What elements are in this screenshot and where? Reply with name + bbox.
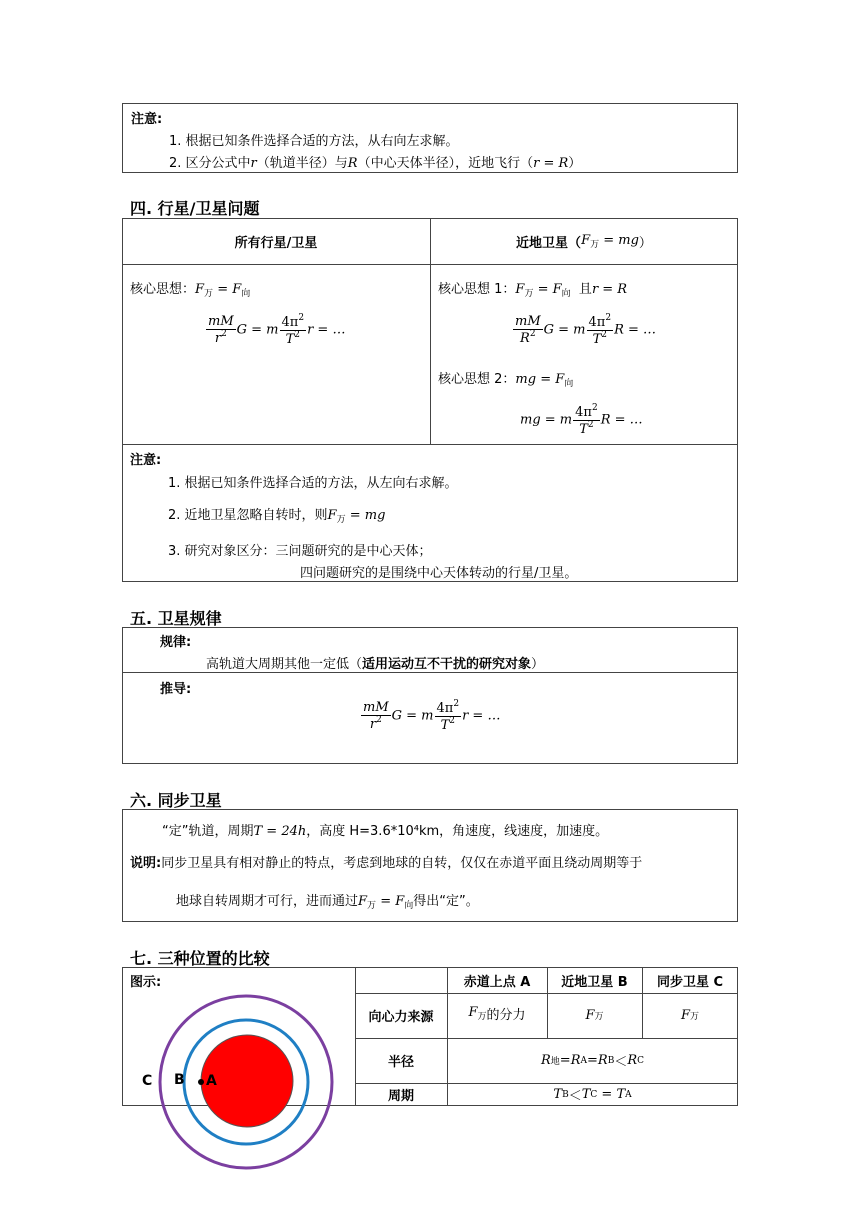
- cell-c-force: F 万: [680, 1008, 700, 1023]
- derivation-title: 推导:: [160, 682, 192, 697]
- note-item-2: 2. 区分公式中r（轨道半径）与R（中心天体半径），近地飞行（r = R）: [169, 156, 582, 171]
- period-relation: T B ＜ T C = T A: [553, 1087, 632, 1104]
- sec4-note-3b: 四问题研究的是围绕中心天体转动的行星/卫星。: [300, 566, 578, 581]
- note-title: 注意:: [131, 112, 163, 127]
- col-header-near-earth: 近地卫星（ $F_万$ = mg ）: [516, 232, 652, 251]
- sync-note-2: 地球自转周期才可行，进而通过$F_万 = F_向$得出“定”。: [176, 894, 479, 911]
- sec4-note-1: 1. 根据已知条件选择合适的方法，从左向右求解。: [168, 476, 458, 491]
- sec4-note-title: 注意:: [130, 453, 162, 468]
- rule-text: 高轨道大周期其他一定低（适用运动互不干扰的研究对象）: [206, 657, 545, 672]
- cell-b-force: F 万: [585, 1008, 604, 1023]
- rule-title: 规律:: [160, 635, 192, 650]
- core-idea-2: 核心思想 2：mg = $F_向$: [438, 372, 574, 389]
- core-idea-all: 核心思想：$F_万 = F_向$: [130, 282, 251, 299]
- formula-all: $\frac{mM}{r^2}$ G = m $\frac{4\pi^2}{T^2}$ r = …: [208, 313, 346, 347]
- col-near-earth-b: 近地卫星 B: [561, 974, 628, 990]
- diagram-label: 图示:: [130, 975, 162, 990]
- section6-heading: 六. 同步卫星: [130, 791, 222, 810]
- sec4-note-3a: 3. 研究对象区分：三问题研究的是中心天体；: [168, 544, 432, 559]
- note-item-1: 1. 根据已知条件选择合适的方法，从右向左求解。: [169, 134, 459, 149]
- section4-heading: 四. 行星/卫星问题: [130, 199, 260, 218]
- row-period: 周期: [387, 1089, 414, 1104]
- cell-a-force: $F_万$ 的分力: [468, 1004, 526, 1023]
- label-c: C: [142, 1073, 153, 1089]
- radius-relation: R 地 = R A = R B ＜ R C: [540, 1053, 645, 1070]
- section3-note-box: [122, 103, 738, 173]
- col-header-all-satellites: 所有行星/卫星: [234, 235, 318, 251]
- label-b: B: [174, 1072, 185, 1088]
- section5-box: [122, 627, 738, 764]
- row-centripetal-source: 向心力来源: [368, 1010, 434, 1025]
- section5-heading: 五. 卫星规律: [130, 609, 222, 628]
- formula-near-2: mg = m $\frac{4\pi^2}{T^2}$ R = …: [520, 403, 643, 437]
- sec4-note-2: 2. 近地卫星忽略自转时，则$F_万$ = mg: [168, 508, 386, 525]
- section7-heading: 七. 三种位置的比较: [130, 949, 270, 968]
- formula-near-1: $\frac{mM}{R^2}$ G = m $\frac{4\pi^2}{T^2}$ R = …: [515, 313, 657, 347]
- label-a: A: [206, 1073, 217, 1089]
- formula-derivation: $\frac{mM}{r^2}$ G = m $\frac{4\pi^2}{T^2}$ r = …: [363, 699, 501, 733]
- core-idea-1: 核心思想 1：$F_万 = F_向$ 且r = R: [438, 282, 628, 299]
- point-a-dot: [198, 1079, 204, 1085]
- sync-line-1: “定”轨道，周期T = 24h，高度 H=3.6*10⁴km，角速度，线速度，加速度。: [162, 824, 609, 839]
- col-equator-a: 赤道上点 A: [463, 974, 531, 990]
- sync-note-1: 说明:同步卫星具有相对静止的特点，考虑到地球的自转，仅仅在赤道平面且绕动周期等于: [130, 856, 643, 871]
- row-radius: 半径: [387, 1055, 414, 1070]
- col-sync-c: 同步卫星 C: [656, 974, 724, 990]
